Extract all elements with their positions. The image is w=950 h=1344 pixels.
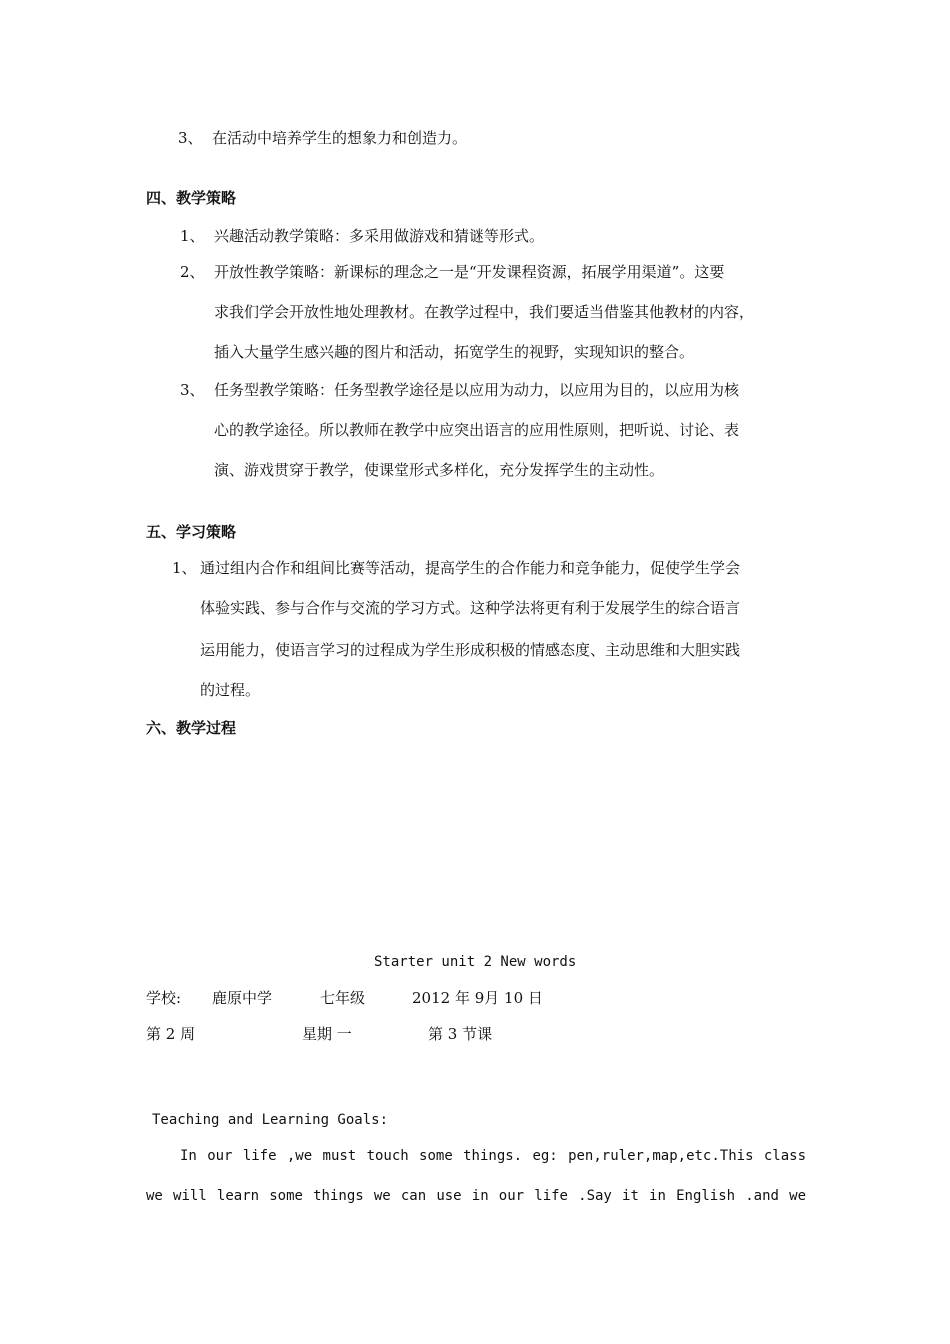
lesson-date: 2012 年 9月 10 日 — [412, 989, 543, 1007]
s5-item1-line2: 体验实践、参与合作与交流的学习方式。这种学法将更有利于发展学生的综合语言 — [200, 599, 741, 617]
section6-title: 六、教学过程 — [146, 719, 237, 737]
lesson-school-label: 学校: — [146, 989, 182, 1007]
s4-item3-line2: 心的教学途径。所以教师在教学中应突出语言的应用性原则，把听说、讨论、表 — [214, 421, 740, 439]
s4-item2-line3: 插入大量学生感兴趣的图片和活动，拓宽学生的视野，实现知识的整合。 — [214, 343, 695, 361]
s5-item1-line1: 通过组内合作和组间比赛等活动，提高学生的合作能力和竞争能力，促使学生学会 — [200, 559, 741, 577]
lesson-grade: 七年级 — [320, 989, 366, 1007]
s4-item1-line1: 兴趣活动教学策略：多采用做游戏和猜谜等形式。 — [214, 227, 545, 245]
s4-item2 — [180, 262, 724, 282]
section4-title: 四、教学策略 — [146, 189, 237, 207]
lesson-title: Starter unit 2 New words — [374, 954, 577, 970]
lesson-period: 第 3 节课 — [428, 1025, 493, 1043]
s4-item3-line1: 任务型教学策略：任务型教学途径是以应用为动力，以应用为目的，以应用为核 — [214, 381, 740, 399]
s3-item3 — [178, 128, 467, 148]
s4-item1-num: 1、 — [180, 227, 205, 245]
s3-item3-num: 3、 — [178, 129, 203, 147]
lesson-week: 第 2 周 — [146, 1025, 196, 1043]
goals-line2: we will learn some things we can use in our life .Say it in English .and we — [146, 1188, 806, 1204]
s4-item1 — [180, 226, 544, 246]
s5-item1 — [172, 558, 740, 578]
s4-item2-num: 2、 — [180, 263, 205, 281]
lesson-school: 鹿原中学 — [212, 989, 273, 1007]
section5-title: 五、学习策略 — [146, 523, 237, 541]
lesson-weekday: 星期 一 — [302, 1025, 352, 1043]
s4-item3 — [180, 380, 739, 400]
goals-title: Teaching and Learning Goals: — [152, 1112, 389, 1128]
s5-item1-line3: 运用能力，使语言学习的过程成为学生形成积极的情感态度、主动思维和大胆实践 — [200, 641, 741, 659]
s4-item2-line1: 开放性教学策略：新课标的理念之一是“开发课程资源，拓展学用渠道”。这要 — [214, 263, 725, 281]
s4-item3-line3: 演、游戏贯穿于教学，使课堂形式多样化，充分发挥学生的主动性。 — [214, 461, 665, 479]
s5-item1-line4: 的过程。 — [200, 681, 261, 699]
s3-item3-text: 在活动中培养学生的想象力和创造力。 — [212, 129, 468, 147]
s4-item3-num: 3、 — [180, 381, 205, 399]
goals-line1: In our life ,we must touch some things. eg: pen,ruler,map,etc.This class — [180, 1148, 806, 1164]
s4-item2-line2: 求我们学会开放性地处理教材。在教学过程中，我们要适当借鉴其他教材的内容， — [214, 303, 755, 321]
s5-item1-num: 1、 — [172, 559, 197, 577]
